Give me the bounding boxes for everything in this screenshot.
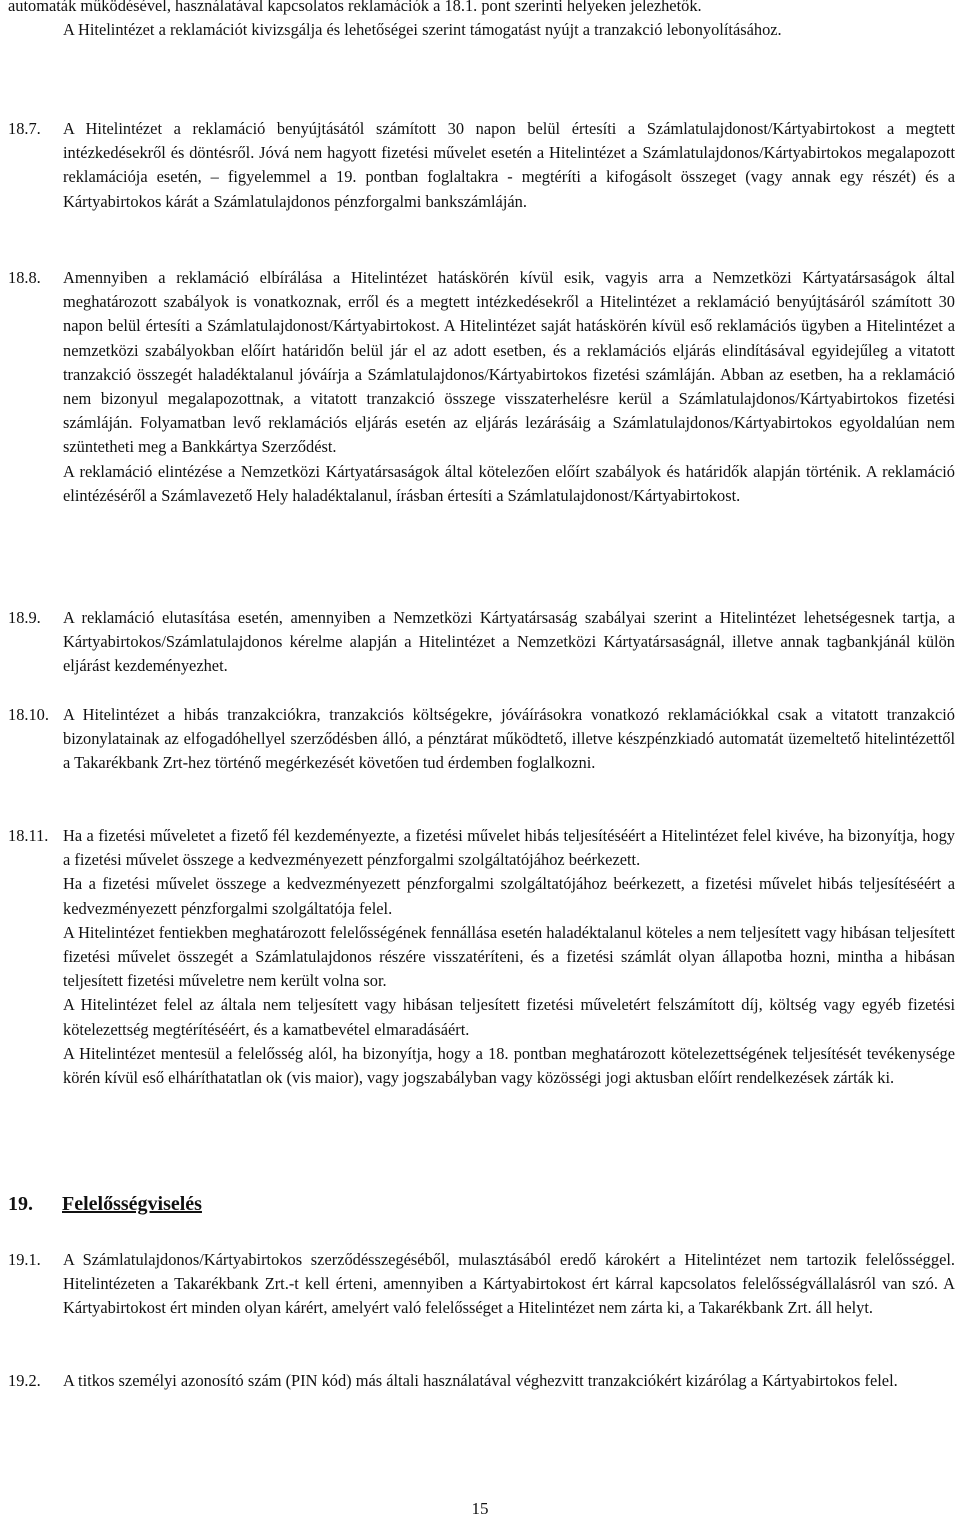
section-heading [8,1190,202,1218]
clause-paragraph: A Hitelintézet a reklamáció benyújtásától számított 30 napon belül értesíti a Számlatulajdonost/Kártyabirtokost a megtett intézkedésekről és döntésről. Jóvá nem hagyott fizetési művelet esetén a Hitelintézet a Számlatulajdonos/Kártyabirtokos megalapozott reklamációja esetén, – figyelemmel a 19. pontban foglaltakra - megtéríti a kifogásolt összeget (vagy annak egy részét) és a Kártyabirtokos kárát a Számlatulajdonos pénzforgalmi bankszámláján. [63,119,955,211]
clause-paragraph: A Hitelintézet mentesül a felelősség alól, ha bizonyítja, hogy a 18. pontban meghatározott kötelezettségének teljesítését tevékenysége körén kívül eső elháríthatatlan ok (vis maior), vagy jogszabályban vagy közösségi jogi aktusban előírt rendelkezések zárták ki. [63,1043,955,1088]
section-title: Felelősségviselés [62,1193,202,1215]
continuation-paragraph [8,0,955,42]
clause-body [63,117,955,214]
section-number: 19. [8,1193,33,1215]
continuation-line-2: A Hitelintézet a reklamációt kivizsgálja és lehetőségei szerint támogatást nyújt a tranzakció lebonyolításához. [63,20,782,40]
clause-paragraph: Ha a fizetési műveletet a fizető fél kezdeményezte, a fizetési művelet hibás teljesítéséért a Hitelintézet felel kivéve, ha bizonyítja, hogy a fizetési művelet összege a kedvezményezett pénzforgalmi szolgáltatójához beérkezett. [63,826,955,870]
clause-number: 18.10. [8,705,49,724]
continuation-line-1: automaták működésével, használatával kapcsolatos reklamációk a 18.1. pont szerinti helyeken jelezhetők. [8,0,702,15]
clause-paragraph: A reklamáció elintézése a Nemzetközi Kártyatársaságok által kötelezően előírt szabályok és határidők alapján történik. A reklamáció elintézéséről a Számlavezető Hely haladéktalanul, írásban értesíti a Számlatulajdonost/Kártyabirtokost. [63,461,955,505]
clause-paragraph: Amennyiben a reklamáció elbírálása a Hitelintézet hatáskörén kívül esik, vagyis arra a Nemzetközi Kártyatársaságok által meghatározott szabályok is vonatkoznak, erről és a megtett intézkedésekről a Hitelintézet a reklamáció benyújtásáról számított 30 napon belül értesíti a Számlatulajdonost/Kártyabirtokost. A Hitelintézet saját hatáskörén kívül eső reklamációs ügyben a Hitelintézet a nemzetközi szabályokban előírt határidőn belül jár el az adott esetben, és a reklamációs eljárás elindításával egyidejűleg a vitatott tranzakció összegét haladéktalanul jóváírja a Számlatulajdonos/Kártyabirtokos fizetési számláján. Abban az esetben, ha a reklamáció nem bizonyul megalapozottnak, a vitatott tranzakció összege visszaterhelésre kerül a Számlatulajdonos/Kártyabirtokos fizetési számláján. Folyamatban levő reklamációs eljárás esetén az eljárás lezárásáig a Számlatulajdonos/Kártyabirtokos egyoldalúan nem szüntetheti meg a Bankkártya Szerződést. [63,268,955,457]
clause-number: 19.2. [8,1371,41,1390]
clause-paragraph: A reklamáció elutasítása esetén, amennyiben a Nemzetközi Kártyatársaság szabályai szerint a Hitelintézet lehetségesnek tartja, a Kártyabirtokos/Számlatulajdonos kérelme alapján a Hitelintézet a Nemzetközi Kártyatársaságnál, illetve annak tagbankjánál külön eljárást kezdeményezhet. [63,608,955,676]
clause-paragraph: A Hitelintézet felel az általa nem teljesített vagy hibásan teljesített fizetési műveletért felszámított díj, költség vagy egyéb fizetési kötelezettség megtérítéséért, és a kamatbevétel elmaradásáért. [63,995,955,1039]
clause-number: 18.7. [8,119,41,138]
clause-body [63,703,955,776]
clause-paragraph: A titkos személyi azonosító szám (PIN kód) más általi használatával véghezvitt tranzakciókért kizárólag a Kártyabirtokos felel. [63,1371,898,1390]
clause-number: 18.8. [8,268,41,287]
clause-body [63,266,955,508]
clause-number: 18.11. [8,826,49,845]
clause-body [63,606,955,679]
clause-paragraph: A Hitelintézet a hibás tranzakciókra, tranzakciós költségekre, jóváírásokra vonatkozó reklamációkkal csak a vitatott tranzakció bizonylatainak az elfogadóhellyel szerződésben álló, a pénztárat működtető, illetve készpénzkiadó automatát üzemeltető hitelintézettől a Takarékbank Zrt-hez történő megérkezését követően tud érdemben foglalkozni. [63,705,955,773]
page-number: 15 [471,1499,489,1518]
clause-number: 19.1. [8,1250,41,1269]
clause-paragraph: Ha a fizetési művelet összege a kedvezményezett pénzforgalmi szolgáltatójához beérkezett, a fizetési művelet hibás teljesítéséért a kedvezményezett pénzforgalmi szolgáltatója felel. [63,874,955,918]
clause-body [63,1369,955,1393]
clause-paragraph: A Számlatulajdonos/Kártyabirtokos szerződésszegéséből, mulasztásából eredő károkért a Hitelintézet nem tartozik felelősséggel. Hitelintézeten a Takarékbank Zrt.-t kell érteni, amennyiben a Kártyabirtokost ért kárral kapcsolatos felelősségvállalásról van szó. A Kártyabirtokost ért minden olyan kárért, amelyért való felelősséget a Hitelintézet nem zárta ki, a Takarékbank Zrt. áll helyt. [63,1250,955,1318]
clause-body [63,1248,955,1321]
clause-body [63,824,955,1090]
clause-paragraph: A Hitelintézet fentiekben meghatározott felelősségének fennállása esetén haladéktalanul köteles a nem teljesített vagy hibásan teljesített fizetési művelet összegét a Számlatulajdonos részére visszatéríteni, és a fizetési számlát olyan állapotba hozni, mintha a hibásan teljesített fizetési műveletre nem került volna sor. [63,922,955,991]
clause-number: 18.9. [8,608,41,627]
